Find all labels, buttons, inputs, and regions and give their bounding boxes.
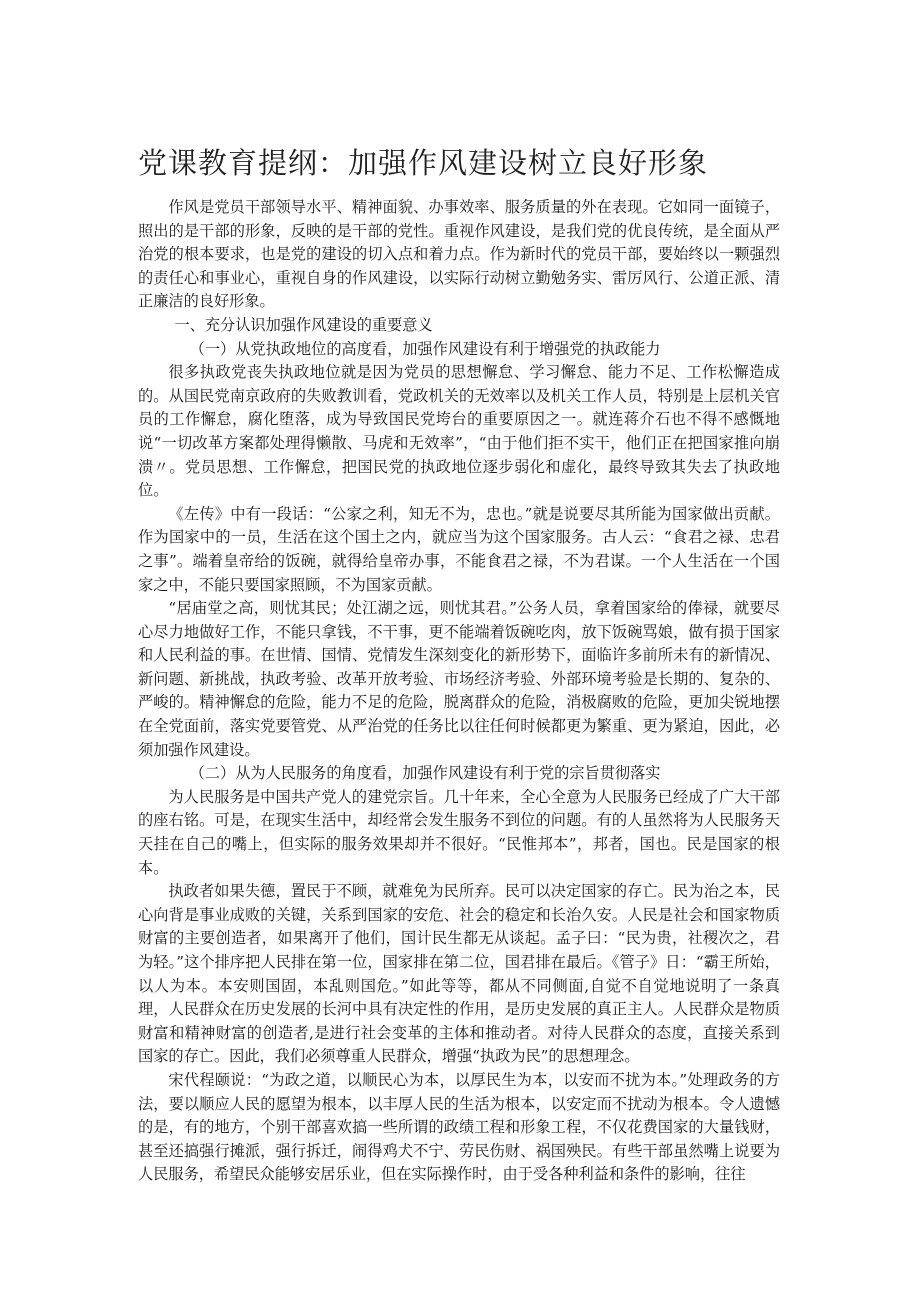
body-paragraph: 为人民服务是中国共产党人的建党宗旨。几十年来，全心全意为人民服务已经成了广大干部的座右铭。可是，在现实生活中，却经常会发生服务不到位的问题。有的人虽然将为人民服务天天挂在自己的嘴上，但实际的服务效果却并不很好。“民惟邦本”，邦者，国也。民是国家的根本。 xyxy=(138,787,780,877)
body-paragraph: “居庙堂之高，则忧其民；处江湖之远，则忧其君。”公务人员，拿着国家给的俸禄，就要尽心尽力地做好工作，不能只拿钱，不干事，更不能端着饭碗吃肉，放下饭碗骂娘，做有损于国家和人民利益的事。在世情、国情、党情发生深刻变化的新形势下，面临许多前所未有的新情况、新问题、新挑战，执政考验、改革开放考验、市场经济考验、外部环境考验是长期的、复杂的、严峻的。精神懈怠的危险，能力不足的危险，脱离群众的危险，消极腐败的危险，更加尖锐地摆在全党面前，落实党要管党、从严治党的任务比以往任何时候都更为繁重、更为紧迫，因此，必须加强作风建设。 xyxy=(138,599,780,759)
body-paragraph: 宋代程颐说：“为政之道，以顺民心为本，以厚民生为本，以安而不扰为本。”处理政务的方法，要以顺应人民的愿望为根本，以丰厚人民的生活为根本，以安定而不扰动为根本。令人遗憾的是，有的地方，个别干部喜欢搞一些所谓的政绩工程和形象工程，不仅花费国家的大量钱财，甚至还搞强行摊派，强行拆迁，闹得鸡犬不宁、劳民伤财、祸国殃民。有些干部虽然嘴上说要为人民服务，希望民众能够安居乐业，但在实际操作时，由于受各种利益和条件的影响，往往 xyxy=(138,1070,780,1184)
intro-paragraph: 作风是党员干部领导水平、精神面貌、办事效率、服务质量的外在表现。它如同一面镜子，照出的是干部的形象，反映的是干部的党性。重视作风建设，是我们党的优良传统，是全面从严治党的根本要求，也是党的建设的切入点和着力点。作为新时代的党员干部，要始终以一颗强烈的责任心和事业心，重视自身的作风建设，以实际行动树立勤勉务实、雷厉风行、公道正派、清正廉洁的良好形象。 xyxy=(138,198,780,311)
subsection-heading-2: （二）从为人民服务的角度看，加强作风建设有利于党的宗旨贯彻落实 xyxy=(189,764,661,783)
body-paragraph: 《左传》中有一段话：“公家之利，知无不为，忠也。”就是说要尽其所能为国家做出贡献。作为国家中的一员，生活在这个国土之内，就应当为这个国家服务。古人云：“食君之禄、忠君之事”。端着皇帝给的饭碗，就得给皇帝办事，不能食君之禄，不为君谋。一个人生活在一个国家之中，不能只要国家照顾，不为国家贡献。 xyxy=(138,504,780,594)
subsection-heading-1: （一）从党执政地位的高度看，加强作风建设有利于增强党的执政能力 xyxy=(189,339,661,358)
section-heading-1: 一、充分认识加强作风建设的重要意义 xyxy=(174,315,433,334)
document-title: 党课教育提纲：加强作风建设树立良好形象 xyxy=(138,146,709,180)
body-paragraph: 很多执政党丧失执政地位就是因为党员的思想懈怠、学习懈怠、能力不足、工作松懈造成的。从国民党南京政府的失败教训看，党政机关的无效率以及机关工作人员，特别是上层机关官员的工作懈怠，腐化堕落，成为导致国民党垮台的重要原因之一。就连蒋介石也不得不感慨地说“一切改革方案都处理得懒散、马虎和无效率”，“由于他们拒不实干，他们正在把国家推向崩溃〃。党员思想、工作懈怠，把国民党的执政地位逐步弱化和虚化，最终导致其失去了执政地位。 xyxy=(138,363,780,500)
body-paragraph: 执政者如果失德，置民于不顾，就难免为民所弃。民可以决定国家的存亡。民为治之本，民心向背是事业成败的关键，关系到国家的安危、社会的稳定和长治久安。人民是社会和国家物质财富的主要创造者，如果离开了他们，国计民生都无从谈起。孟子曰：“民为贵，社稷次之，君为轻。”这个排序把人民排在第一位，国家排在第二位，国君排在最后。《管子》日：“霸王所始，以人为本。本安则国固，本乱则国危。”如此等等，都从不同侧面,自觉不自觉地说明了一条真理，人民群众在历史发展的长河中具有决定性的作用，是历史发展的真正主人。人民群众是物质财富和精神财富的创造者,是进行社会变革的主体和推动者。对待人民群众的态度，直接关系到国家的存亡。因此，我们必须尊重人民群众，增强“执政为民”的思想理念。 xyxy=(138,882,780,1066)
document-body xyxy=(138,196,780,1187)
